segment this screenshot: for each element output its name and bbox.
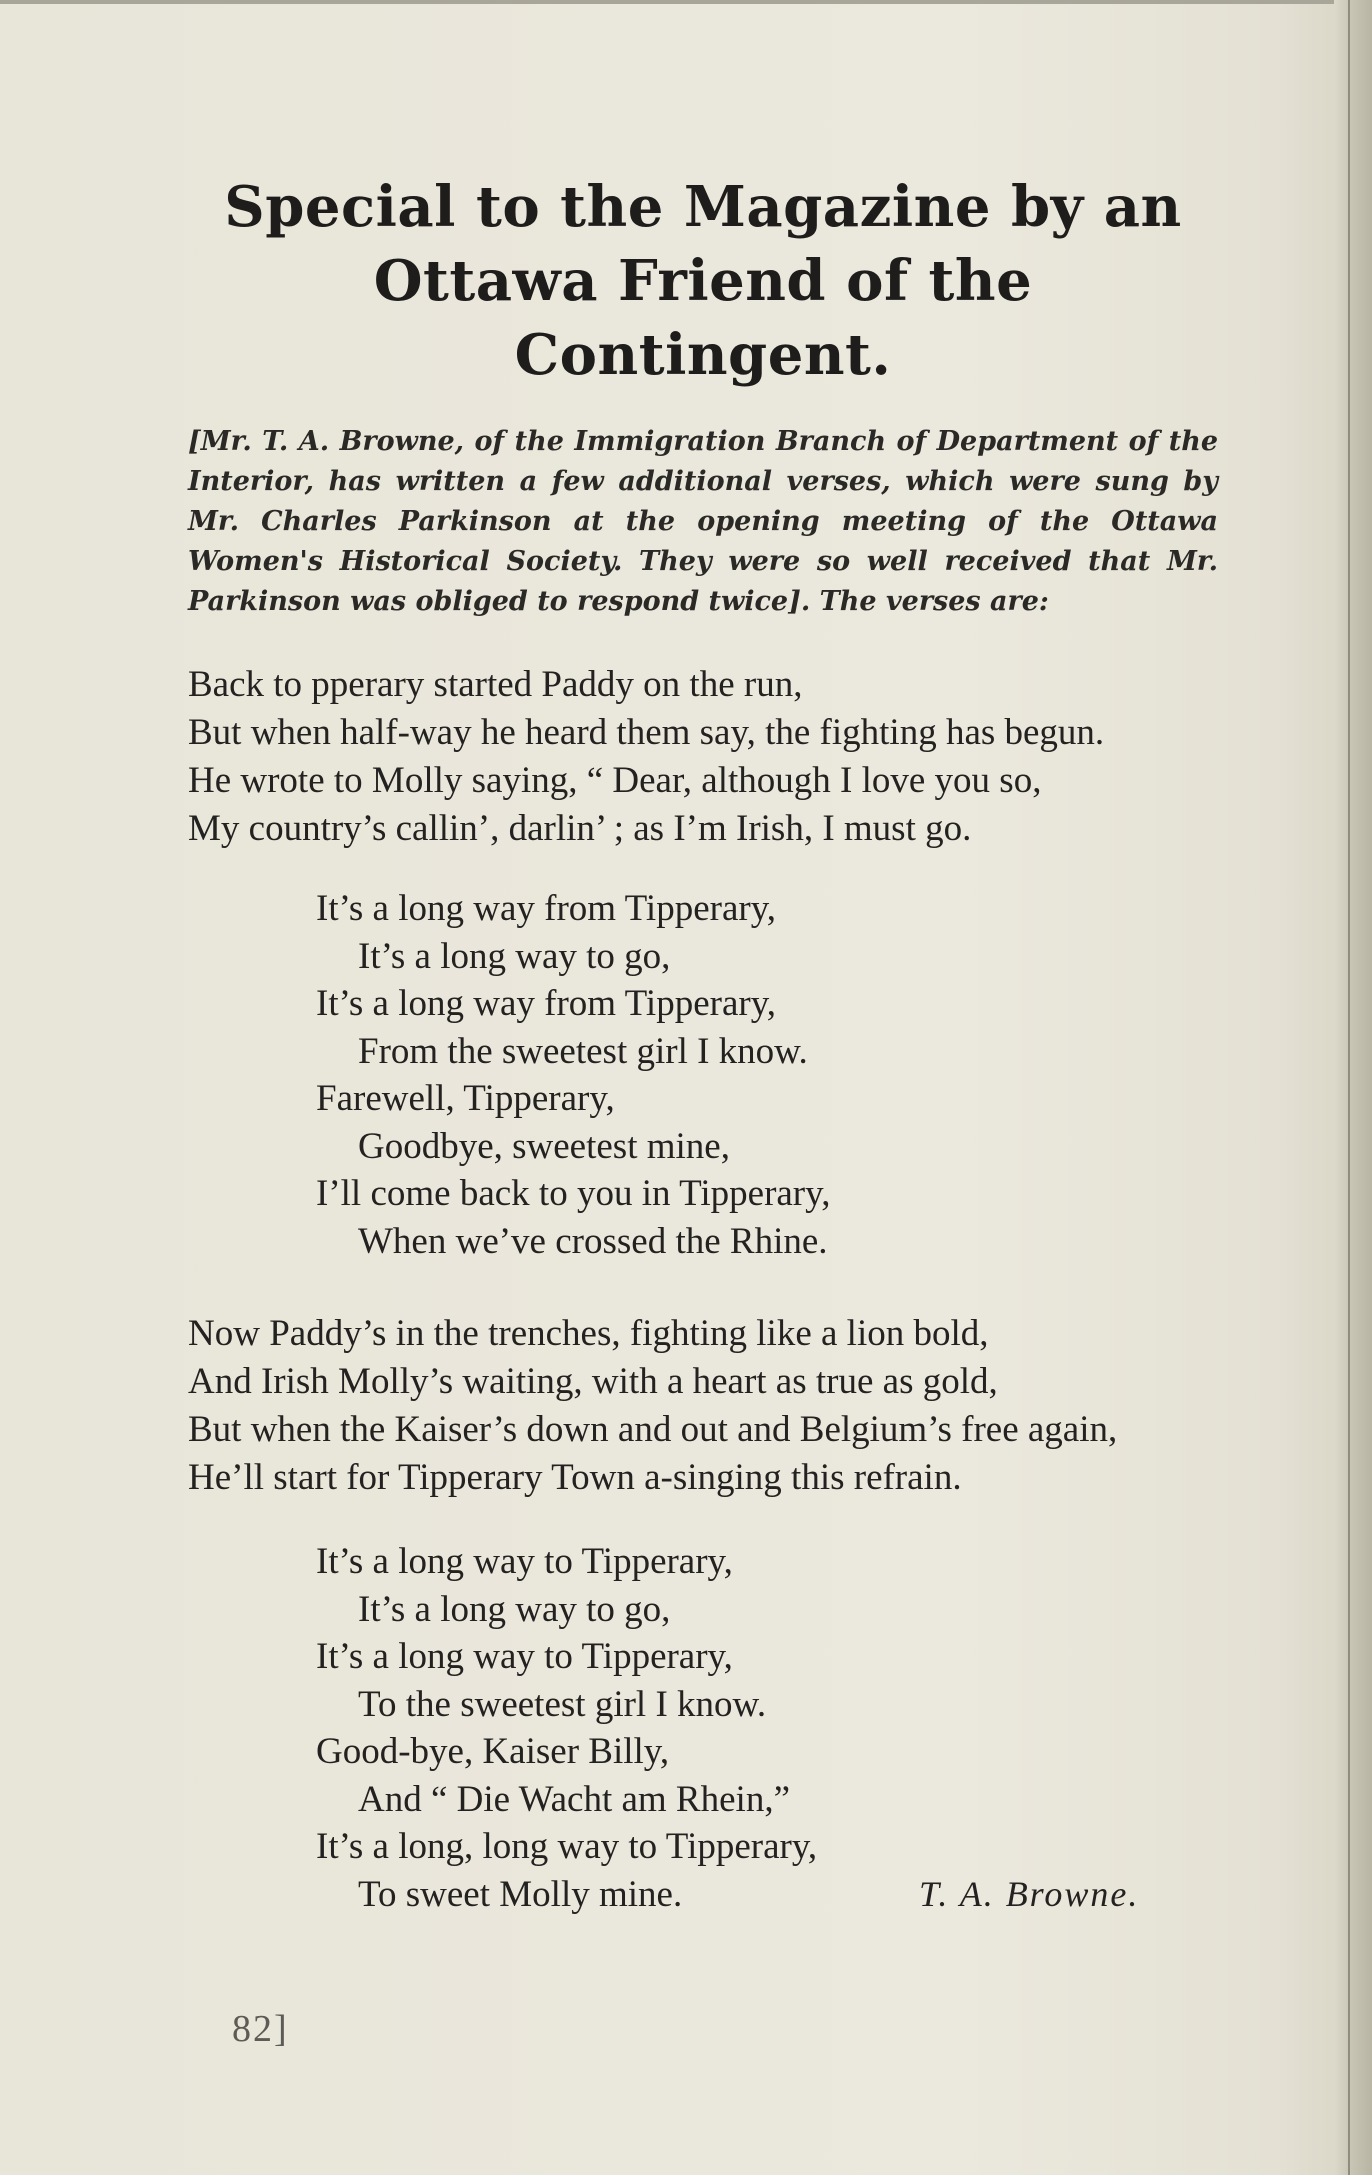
verse-line: Back to pperary started Paddy on the run, bbox=[188, 664, 803, 705]
chorus-line: To the sweetest girl I know. bbox=[358, 1683, 767, 1725]
chorus-line: Farewell, Tipperary, bbox=[316, 1078, 615, 1119]
chorus-line: It’s a long, long way to Tipperary, bbox=[316, 1826, 818, 1867]
chorus-line: It’s a long way to Tipperary, bbox=[316, 1541, 733, 1582]
page-number: 82] bbox=[232, 2008, 289, 2050]
chorus-line: It’s a long way to go, bbox=[358, 935, 671, 977]
author-signature: T. A. Browne. bbox=[919, 1873, 1140, 1914]
chorus-line: Goodbye, sweetest mine, bbox=[358, 1125, 730, 1167]
chorus-line: To sweet Molly mine. bbox=[358, 1873, 683, 1915]
chorus-line: And “ Die Wacht am Rhein,” bbox=[358, 1778, 790, 1820]
gutter-line bbox=[1348, 0, 1350, 2175]
chorus-line: It’s a long way to Tipperary, bbox=[316, 1636, 733, 1677]
chorus-line: It’s a long way from Tipperary, bbox=[316, 983, 777, 1024]
chorus-last-line bbox=[316, 1871, 1218, 1919]
page-content bbox=[188, 170, 1218, 1918]
verse-2 bbox=[188, 1311, 1218, 1500]
page-title bbox=[188, 170, 1218, 392]
chorus-line: It’s a long way to go, bbox=[358, 1588, 671, 1630]
verse-line: He’ll start for Tipperary Town a-singing this refrain. bbox=[188, 1457, 962, 1498]
chorus-line: Good-bye, Kaiser Billy, bbox=[316, 1731, 670, 1772]
verse-line: He wrote to Molly saying, “ Dear, although I love you so, bbox=[188, 760, 1042, 801]
verse-line: But when half-way he heard them say, the fighting has begun. bbox=[188, 712, 1105, 753]
title-line-1: Special to the Magazine by an bbox=[224, 174, 1182, 240]
verse-1 bbox=[188, 662, 1218, 851]
book-gutter bbox=[1334, 0, 1372, 2175]
chorus-line: I’ll come back to you in Tipperary, bbox=[316, 1173, 831, 1214]
verse-line: And Irish Molly’s waiting, with a heart as true as gold, bbox=[188, 1361, 998, 1402]
verse-line: My country’s callin’, darlin’ ; as I’m Irish, I must go. bbox=[188, 808, 972, 849]
verse-line: But when the Kaiser’s down and out and Belgium’s free again, bbox=[188, 1409, 1118, 1450]
page-top-edge bbox=[0, 0, 1372, 4]
chorus-line: When we’ve crossed the Rhine. bbox=[358, 1220, 828, 1262]
chorus-line: It’s a long way from Tipperary, bbox=[316, 888, 777, 929]
title-line-2: Ottawa Friend of the Contingent. bbox=[373, 248, 1033, 388]
intro-note: [Mr. T. A. Browne, of the Immigration Branch of Department of the Interior, has written a few additional verses, which were sung by Mr. Charles Parkinson at the opening meeting of the Ottawa Women's Historical Society. They were so well received that Mr. Parkinson was obliged to respond twice]. The verses are: bbox=[188, 426, 1218, 617]
chorus-2 bbox=[316, 1538, 1218, 1918]
verse-line: Now Paddy’s in the trenches, fighting like a lion bold, bbox=[188, 1313, 989, 1354]
chorus-line: From the sweetest girl I know. bbox=[358, 1030, 808, 1072]
chorus-1 bbox=[316, 885, 1218, 1265]
